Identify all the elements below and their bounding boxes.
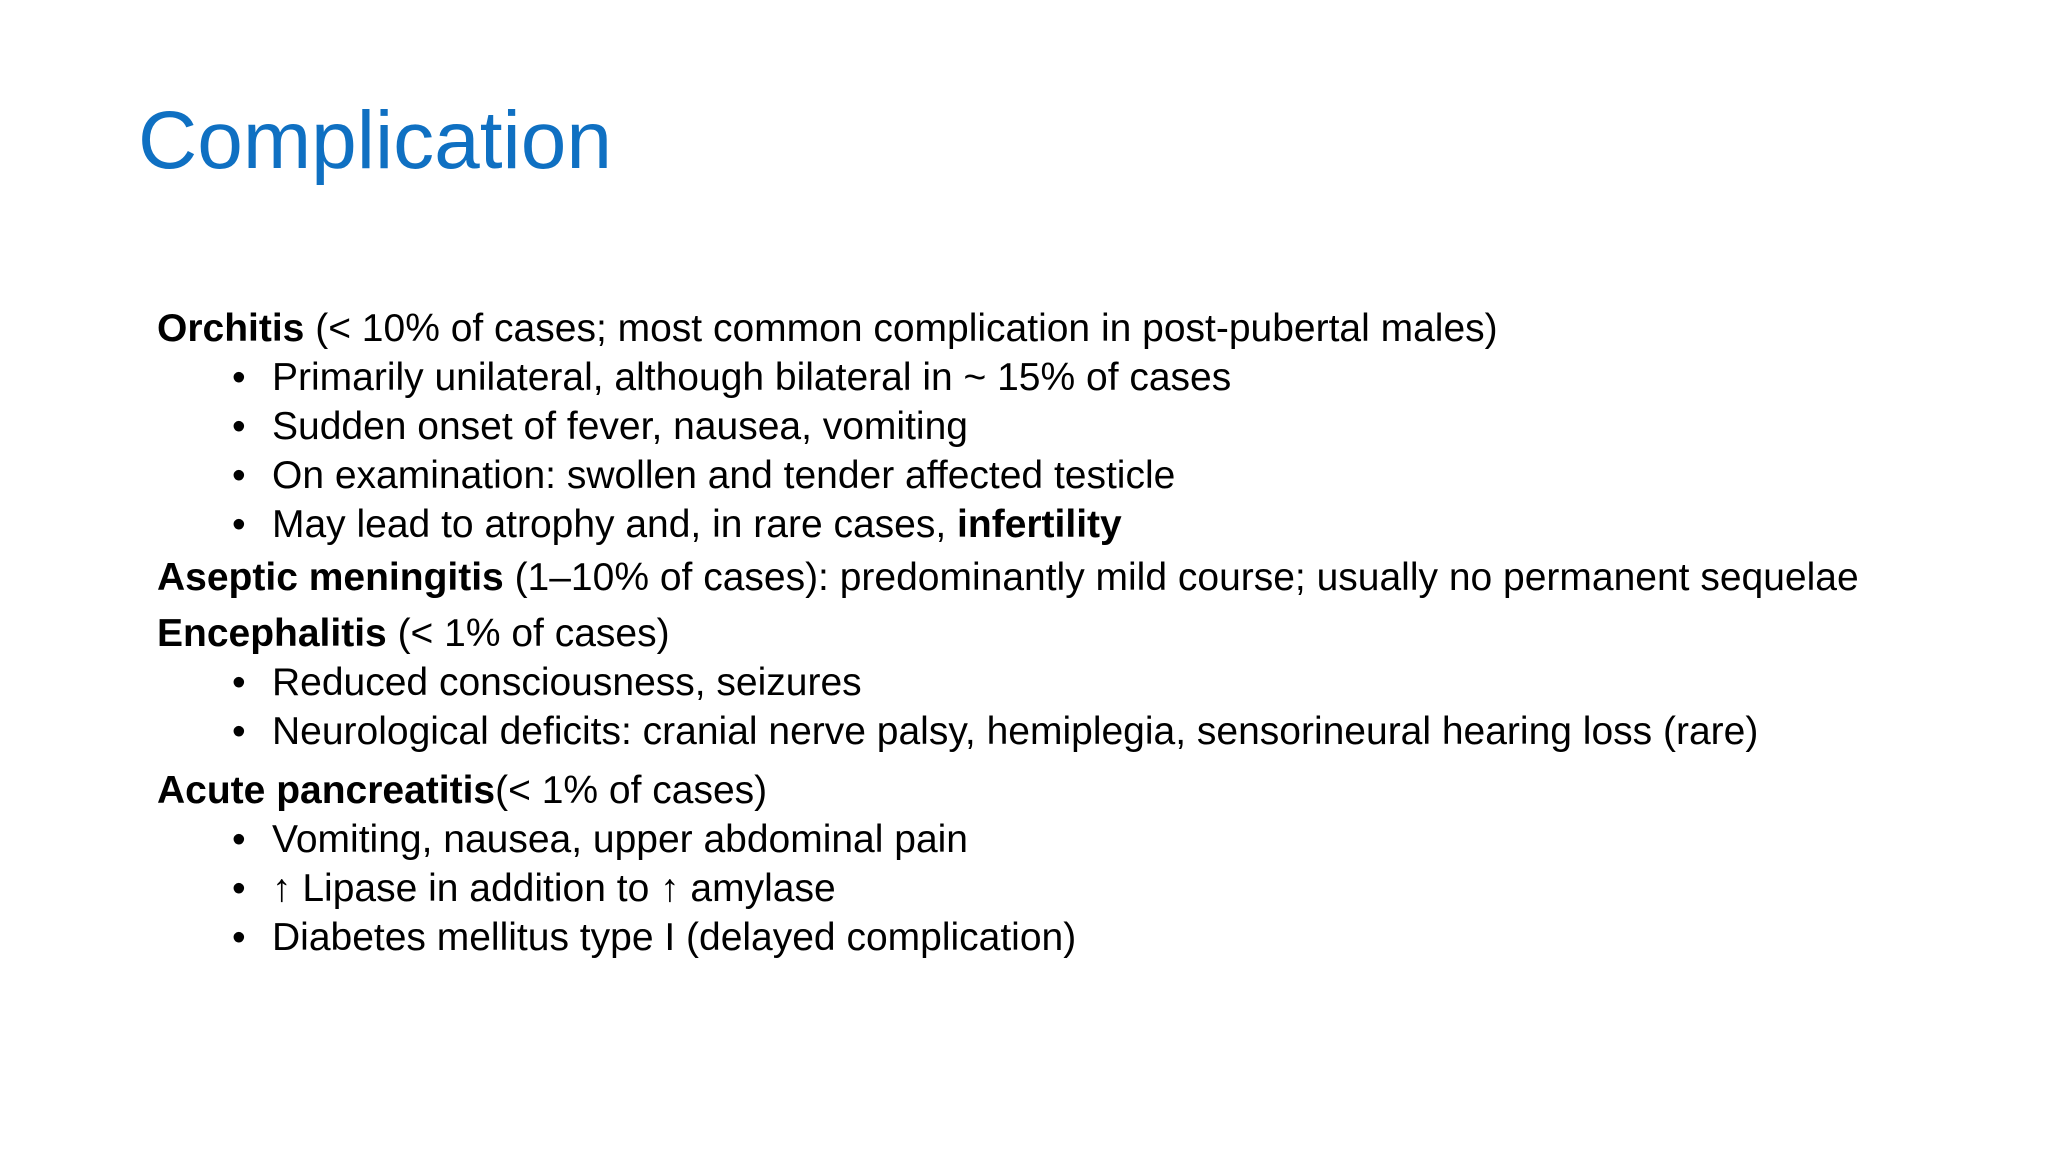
emphasis-infertility: infertility (957, 503, 1122, 546)
slide-title: Complication (138, 95, 612, 186)
list-item-text: Diabetes mellitus type I (delayed complication) (272, 916, 1077, 959)
list-item (157, 500, 1957, 549)
term-meningitis: Aseptic meningitis (157, 556, 504, 599)
list-item-text: Vomiting, nausea, upper abdominal pain (272, 818, 968, 861)
section-heading (157, 556, 1957, 599)
section-meningitis (157, 556, 1957, 599)
list-item-text: Primarily unilateral, although bilateral in ~ 15% of cases (272, 356, 1232, 399)
term-description: (1–10% of cases): predominantly mild course; usually no permanent sequelae (503, 556, 1859, 599)
term-description: (< 1% of cases) (386, 612, 670, 655)
list-item-text: Sudden onset of fever, nausea, vomiting (272, 405, 968, 448)
bullet-icon: • (232, 710, 246, 753)
list-item (157, 864, 1957, 913)
section-orchitis (157, 304, 1957, 549)
bullet-list (157, 658, 1957, 756)
section-heading (157, 609, 1957, 658)
bullet-icon: • (232, 356, 246, 399)
bullet-icon: • (232, 867, 246, 910)
list-item (157, 658, 1957, 707)
section-heading (157, 766, 1957, 815)
list-item (157, 402, 1957, 451)
list-item (157, 451, 1957, 500)
bullet-list (157, 353, 1957, 549)
list-item-text: Reduced consciousness, seizures (272, 661, 862, 704)
term-pancreatitis: Acute pancreatitis (157, 769, 496, 812)
term-orchitis: Orchitis (157, 307, 305, 350)
list-item-text: Neurological deficits: cranial nerve palsy, hemiplegia, sensorineural hearing loss (rare) (272, 710, 1759, 753)
section-heading (157, 304, 1957, 353)
term-description: (< 1% of cases) (495, 769, 768, 812)
term-encephalitis: Encephalitis (157, 612, 387, 655)
bullet-icon: • (232, 503, 246, 546)
list-item-text: On examination: swollen and tender affected testicle (272, 454, 1176, 497)
list-item-text: ↑ Lipase in addition to ↑ amylase (272, 867, 836, 910)
bullet-icon: • (232, 405, 246, 448)
bullet-icon: • (232, 661, 246, 704)
slide-content (157, 304, 1957, 972)
list-item (157, 353, 1957, 402)
bullet-icon: • (232, 454, 246, 497)
list-item-text: May lead to atrophy and, in rare cases, (272, 503, 958, 546)
term-description: (< 10% of cases; most common complication in post-pubertal males) (304, 307, 1498, 350)
bullet-icon: • (232, 916, 246, 959)
list-item (157, 913, 1957, 962)
list-item (157, 815, 1957, 864)
bullet-icon: • (232, 818, 246, 861)
list-item (157, 707, 1957, 756)
bullet-list (157, 815, 1957, 962)
section-pancreatitis (157, 766, 1957, 962)
section-encephalitis (157, 609, 1957, 756)
